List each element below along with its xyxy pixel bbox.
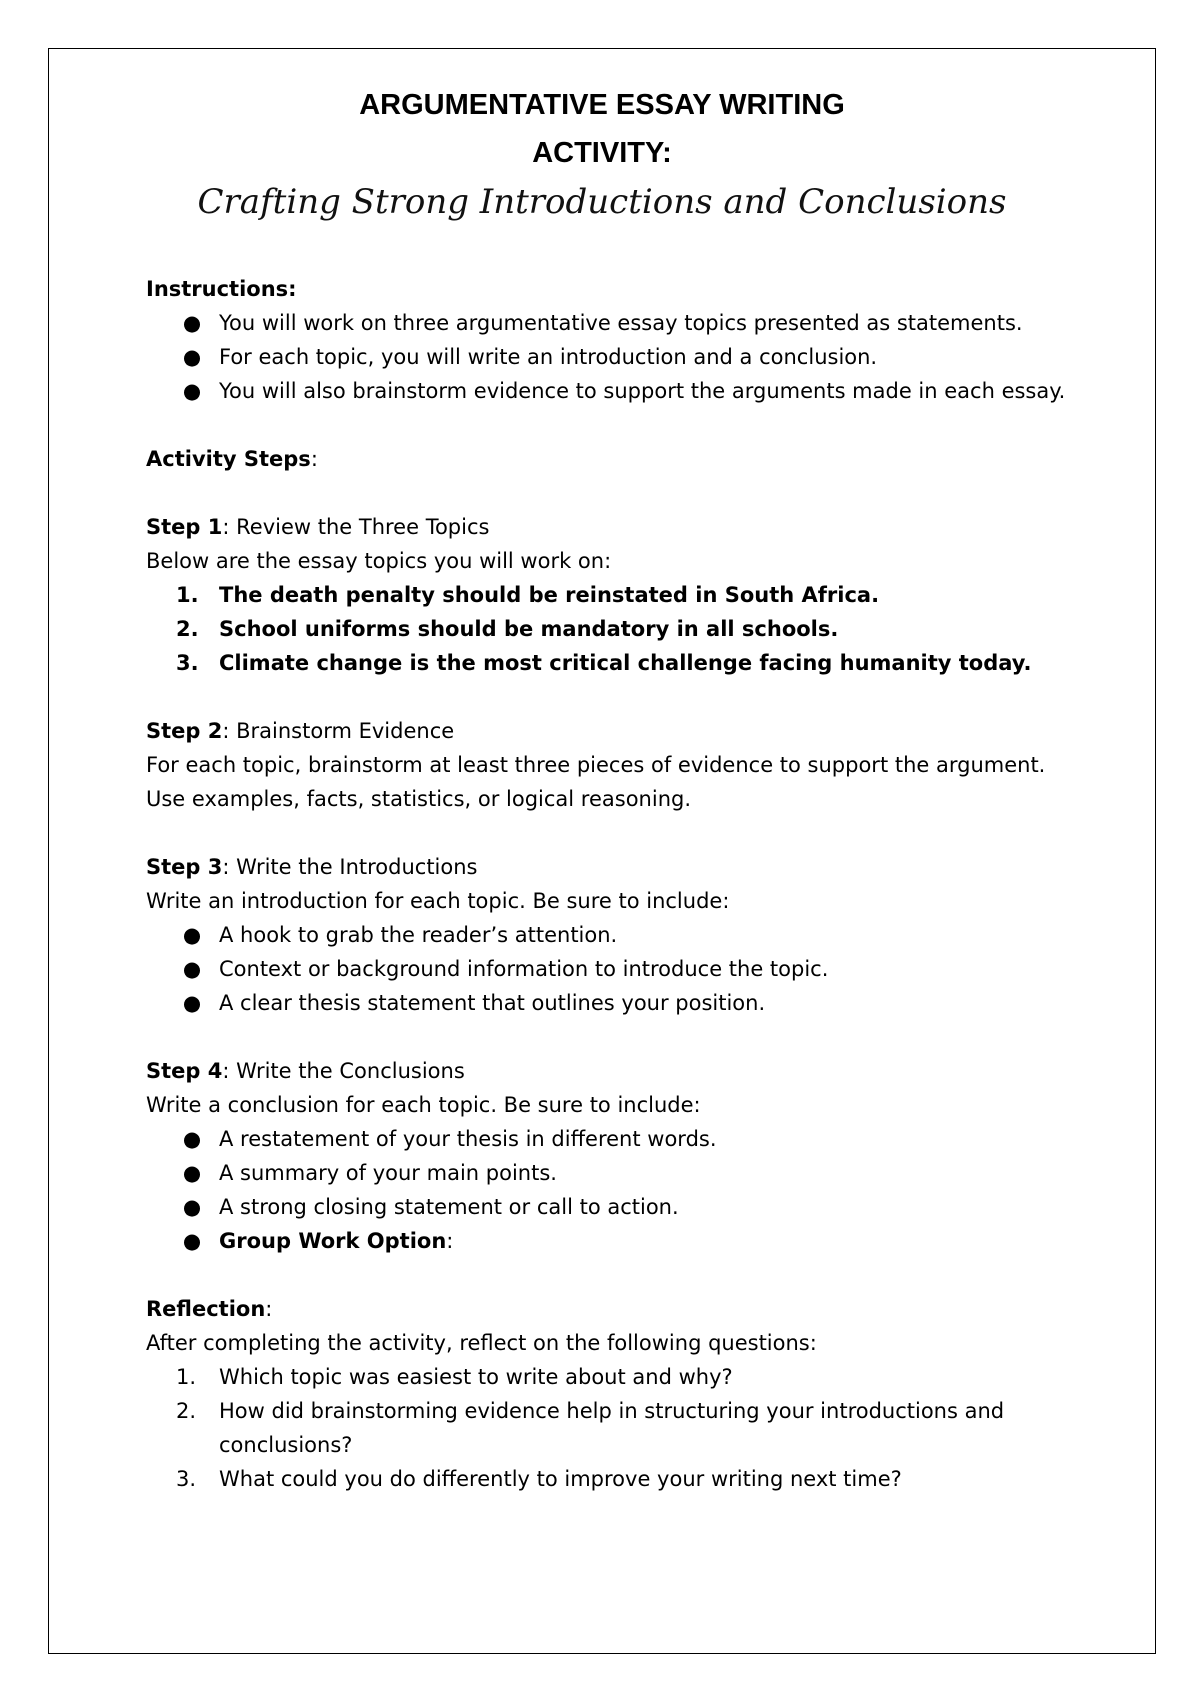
bullet-marker: ● [182,379,202,403]
checklist-text: A clear thesis statement that outlines your position. [219,991,766,1015]
list-item [146,1360,1126,1394]
topic-text: The death penalty should be reinstated in South Africa. [219,583,880,607]
bullet-marker: ● [182,345,202,369]
instructions-heading: Instructions: [146,277,297,301]
list-item [146,986,1126,1020]
list-item [146,1122,1126,1156]
topics-list [146,578,1126,680]
step2-title: : Brainstorm Evidence [222,719,455,743]
number-marker: 2. [176,1399,197,1423]
number-marker: 3. [176,1467,197,1491]
activity-steps-label: Activity Steps [146,447,311,471]
list-item [146,306,1126,340]
checklist-text: A hook to grab the reader’s attention. [219,923,618,947]
title-line-2: ACTIVITY: [532,137,672,169]
step3-intro: Write an introduction for each topic. Be sure to include: [146,889,730,913]
question-text: How did brainstorming evidence help in structuring your introductions and conclusions? [219,1399,1005,1457]
list-item [146,1156,1126,1190]
step3-title: : Write the Introductions [222,855,478,879]
title-line-1: ARGUMENTATIVE ESSAY WRITING [359,89,845,121]
step1-heading [146,510,1126,544]
instructions-list [146,306,1126,408]
list-item [146,340,1126,374]
introduction-checklist [146,918,1126,1020]
list-item [146,918,1126,952]
reflection-suffix: : [265,1297,273,1321]
step3-heading [146,850,1126,884]
list-item [146,612,1126,646]
step2-heading [146,714,1126,748]
number-marker: 1. [176,1365,197,1389]
list-item [146,578,1126,612]
subtitle: Crafting Strong Introductions and Conclusions [197,182,1007,222]
bullet-marker: ● [182,1229,202,1253]
step4-label: Step 4 [146,1059,223,1083]
number-marker: 2. [176,617,199,641]
instruction-text: You will work on three argumentative essay topics presented as statements. [219,311,1023,335]
step1-intro: Below are the essay topics you will work on: [146,549,612,573]
step4-title: : Write the Conclusions [222,1059,465,1083]
list-item [146,1224,1126,1258]
conclusion-checklist [146,1122,1126,1258]
bullet-marker: ● [182,991,202,1015]
step2-line-1: For each topic, brainstorm at least three pieces of evidence to support the argument. [146,753,1046,777]
bullet-marker: ● [182,923,202,947]
checklist-text: A summary of your main points. [219,1161,557,1185]
list-item [146,646,1126,680]
step3-label: Step 3 [146,855,223,879]
group-work-option-label: Group Work Option [219,1229,447,1253]
question-text: What could you do differently to improve your writing next time? [219,1467,902,1491]
list-item [146,1394,1079,1462]
list-item [146,952,1126,986]
reflection-label: Reflection [146,1297,266,1321]
instruction-text: For each topic, you will write an introduction and a conclusion. [219,345,878,369]
document-body [146,272,1126,1496]
number-marker: 1. [176,583,199,607]
step4-heading [146,1054,1126,1088]
checklist-text: A strong closing statement or call to action. [219,1195,679,1219]
topic-text: Climate change is the most critical challenge facing humanity today. [219,651,1032,675]
instruction-text: You will also brainstorm evidence to support the arguments made in each essay. [219,379,1066,403]
bullet-marker: ● [182,957,202,981]
step1-title: : Review the Three Topics [222,515,490,539]
bullet-marker: ● [182,311,202,335]
step2-label: Step 2 [146,719,223,743]
reflection-intro: After completing the activity, reflect on the following questions: [146,1331,817,1355]
question-text: Which topic was easiest to write about and why? [219,1365,733,1389]
topic-text: School uniforms should be mandatory in all schools. [219,617,839,641]
reflection-questions [146,1360,1126,1496]
checklist-text: A restatement of your thesis in different words. [219,1127,717,1151]
bullet-marker: ● [182,1195,202,1219]
activity-steps-suffix: : [310,447,318,471]
group-work-option-suffix: : [446,1229,454,1253]
step2-line-2: Use examples, facts, statistics, or logical reasoning. [146,787,692,811]
activity-steps-heading [146,442,1126,476]
list-item [146,1190,1126,1224]
step4-intro: Write a conclusion for each topic. Be sure to include: [146,1093,701,1117]
bullet-marker: ● [182,1127,202,1151]
list-item [146,374,1126,408]
number-marker: 3. [176,651,199,675]
checklist-text: Context or background information to introduce the topic. [219,957,829,981]
bullet-marker: ● [182,1161,202,1185]
list-item [146,1462,1126,1496]
reflection-heading [146,1292,1126,1326]
step1-label: Step 1 [146,515,223,539]
